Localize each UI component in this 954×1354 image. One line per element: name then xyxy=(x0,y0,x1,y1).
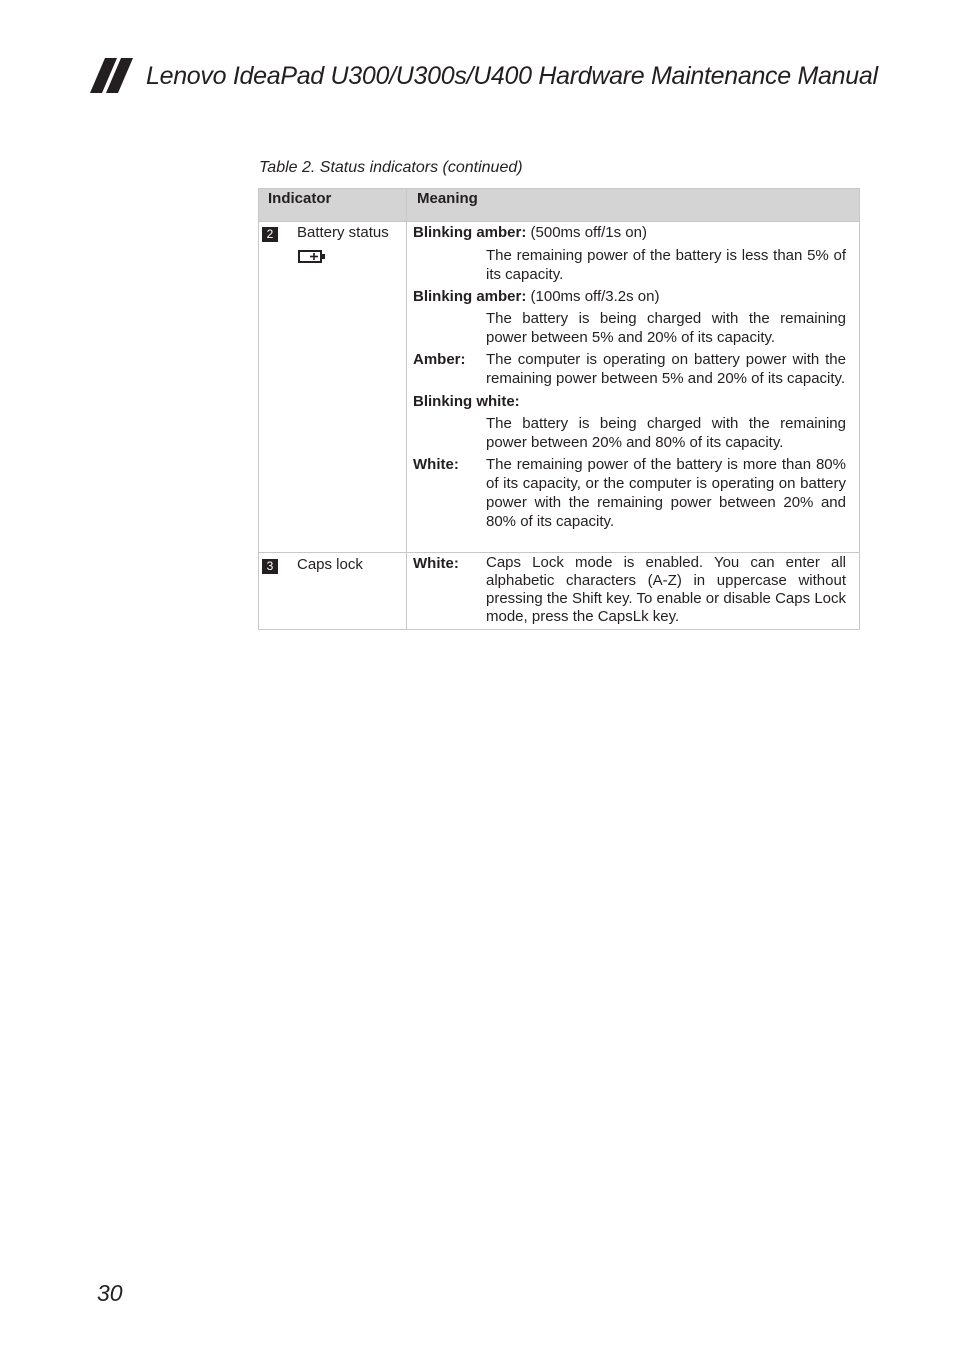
column-header-meaning: Meaning xyxy=(407,189,860,222)
indicator-cell xyxy=(259,553,407,630)
indicator-cell xyxy=(259,222,407,553)
meaning-label: Blinking white: xyxy=(413,393,520,410)
meaning-label: White: xyxy=(413,555,459,572)
meaning-entry xyxy=(407,287,859,347)
table-caption: Table 2. Status indicators (continued) xyxy=(259,159,523,176)
meaning-entry xyxy=(407,350,859,388)
manual-title: Lenovo IdeaPad U300/U300s/U400 Hardware Maintenance Manual xyxy=(146,61,878,90)
meaning-text: Caps Lock mode is enabled. You can enter all alphabetic characters (A-Z) in uppercase without pressing the Shift key. To enable or disable Caps Lock mode, press the CapsLk key. xyxy=(486,554,846,625)
lenovo-slash-logo-icon xyxy=(90,58,136,94)
meaning-entry xyxy=(407,392,859,452)
table-header-row xyxy=(259,189,860,222)
battery-icon xyxy=(298,250,326,263)
meaning-text: The battery is being charged with the remaining power between 20% and 80% of its capacity. xyxy=(486,415,846,451)
meaning-cell xyxy=(407,553,860,630)
meaning-label: Amber: xyxy=(413,351,466,368)
meaning-entry xyxy=(407,455,859,531)
table-row xyxy=(259,553,860,630)
meaning-timing: (100ms off/3.2s on) xyxy=(526,288,660,305)
indicator-number-badge: 3 xyxy=(262,559,278,574)
meaning-label: Blinking amber: xyxy=(413,288,527,305)
meaning-entry xyxy=(407,553,859,626)
indicator-label: Battery status xyxy=(297,224,389,241)
meaning-text: The computer is operating on battery power with the remaining power between 5% and 20% of its capacity. xyxy=(486,351,846,387)
meaning-text: The remaining power of the battery is more than 80% of its capacity, or the computer is operating on battery power with the remaining power between 20% and 80% of its capacity. xyxy=(486,456,846,530)
page-header xyxy=(90,58,878,94)
meaning-entry xyxy=(407,222,859,284)
meaning-label: White: xyxy=(413,456,459,473)
table-row xyxy=(259,222,860,553)
indicator-label: Caps lock xyxy=(297,556,363,573)
status-indicators-table xyxy=(258,188,860,630)
meaning-cell xyxy=(407,222,860,553)
meaning-label: Blinking amber: xyxy=(413,224,527,241)
page-number: 30 xyxy=(97,1280,123,1306)
meaning-text: The battery is being charged with the remaining power between 5% and 20% of its capacity. xyxy=(486,310,846,346)
column-header-indicator: Indicator xyxy=(259,189,407,222)
meaning-timing: (500ms off/1s on) xyxy=(526,224,647,241)
indicator-number-badge: 2 xyxy=(262,227,278,242)
meaning-text: The remaining power of the battery is less than 5% of its capacity. xyxy=(486,247,846,283)
